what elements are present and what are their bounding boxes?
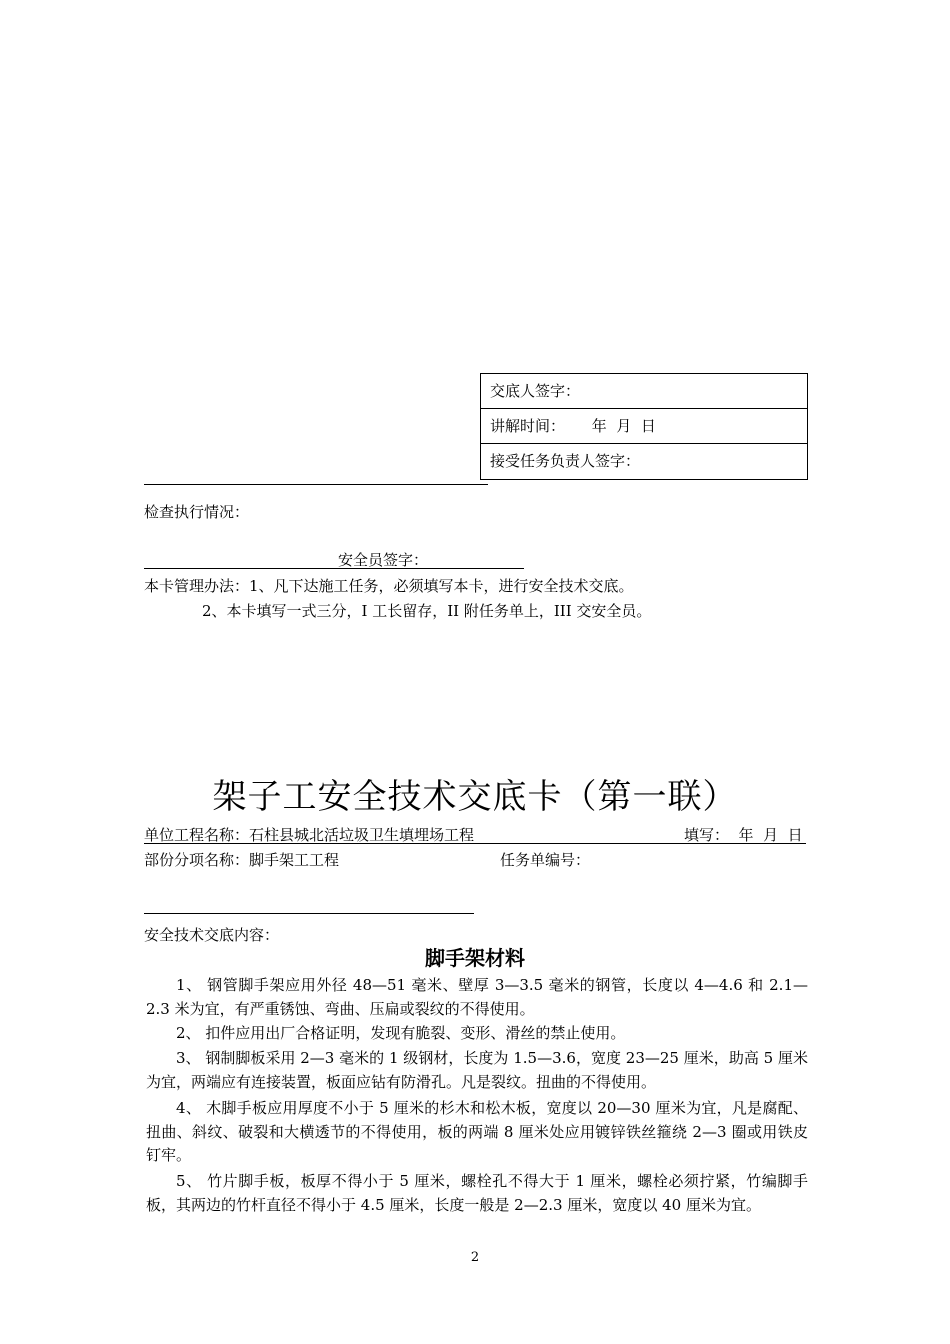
divider-line xyxy=(144,484,488,485)
unit-project-underline xyxy=(144,843,806,844)
task-number-label: 任务单编号： xyxy=(500,851,591,869)
content-divider xyxy=(144,913,474,914)
management-rule-1: 本卡管理办法：1、凡下达施工任务，必须填写本卡，进行安全技术交底。 xyxy=(144,577,634,595)
signature-underline xyxy=(144,568,524,569)
paragraph-4: 4、 木脚手板应用厚度不小于 5 厘米的杉木和松木板，宽度以 20—30 厘米为宜，凡是腐配、扭曲、斜纹、破裂和大横透节的不得使用，板的两端 8 厘米处应用镀锌铁丝箍绕 2—3 圈或用铁皮钉牢。 xyxy=(146,1099,808,1164)
presenter-signature-row xyxy=(481,374,807,409)
page-number: 2 xyxy=(470,1250,480,1265)
paragraph-5: 5、 竹片脚手板，板厚不得小于 5 厘米，螺栓孔不得大于 1 厘米，螺栓必须拧紧，竹编脚手板，其两边的竹杆直径不得小于 4.5 厘米，长度一般是 2—2.3 厘米，宽度以 40 厘米为宜。 xyxy=(146,1172,808,1214)
content-label: 安全技术交底内容： xyxy=(144,926,280,944)
explanation-time-label: 讲解时间： xyxy=(490,417,566,435)
receiver-signature-label: 接受任务负责人签字： xyxy=(490,452,641,470)
explanation-time-row xyxy=(481,409,807,444)
fill-date: 填写： 年 月 日 xyxy=(684,826,803,844)
receiver-signature-row xyxy=(481,444,807,479)
signature-table xyxy=(480,373,808,480)
paragraph-1: 1、 钢管脚手架应用外径 48—51 毫米、壁厚 3—3.5 毫米的钢管，长度以 4—4.6 和 2.1—2.3 米为宜，有严重锈蚀、弯曲、压扁或裂纹的不得使用。 xyxy=(146,976,808,1018)
inspection-label: 检查执行情况： xyxy=(144,503,250,521)
presenter-signature-label: 交底人签字： xyxy=(490,382,581,400)
card-title: 架子工安全技术交底卡（第一联） xyxy=(212,777,738,817)
paragraph-3: 3、 钢制脚板采用 2—3 毫米的 1 级钢材，长度为 1.5—3.6，宽度 23—25 厘米，助高 5 厘米为宜，两端应有连接装置，板面应钻有防滑孔。凡是裂纹。扭曲的不得使用。 xyxy=(146,1049,808,1091)
explanation-time-fields: 年 月 日 xyxy=(591,417,656,435)
safety-officer-signature-label: 安全员签字： xyxy=(338,551,429,569)
paragraph-2: 2、 扣件应用出厂合格证明，发现有脆裂、变形、滑丝的禁止使用。 xyxy=(176,1024,626,1042)
unit-project-name: 单位工程名称：石柱县城北活垃圾卫生填埋场工程 xyxy=(144,826,475,844)
section-heading: 脚手架材料 xyxy=(425,946,525,970)
sub-project-name: 部份分项名称：脚手架工工程 xyxy=(144,851,340,869)
management-rule-2: 2、本卡填写一式三分，I 工长留存，II 附任务单上，III 交安全员。 xyxy=(202,602,652,620)
